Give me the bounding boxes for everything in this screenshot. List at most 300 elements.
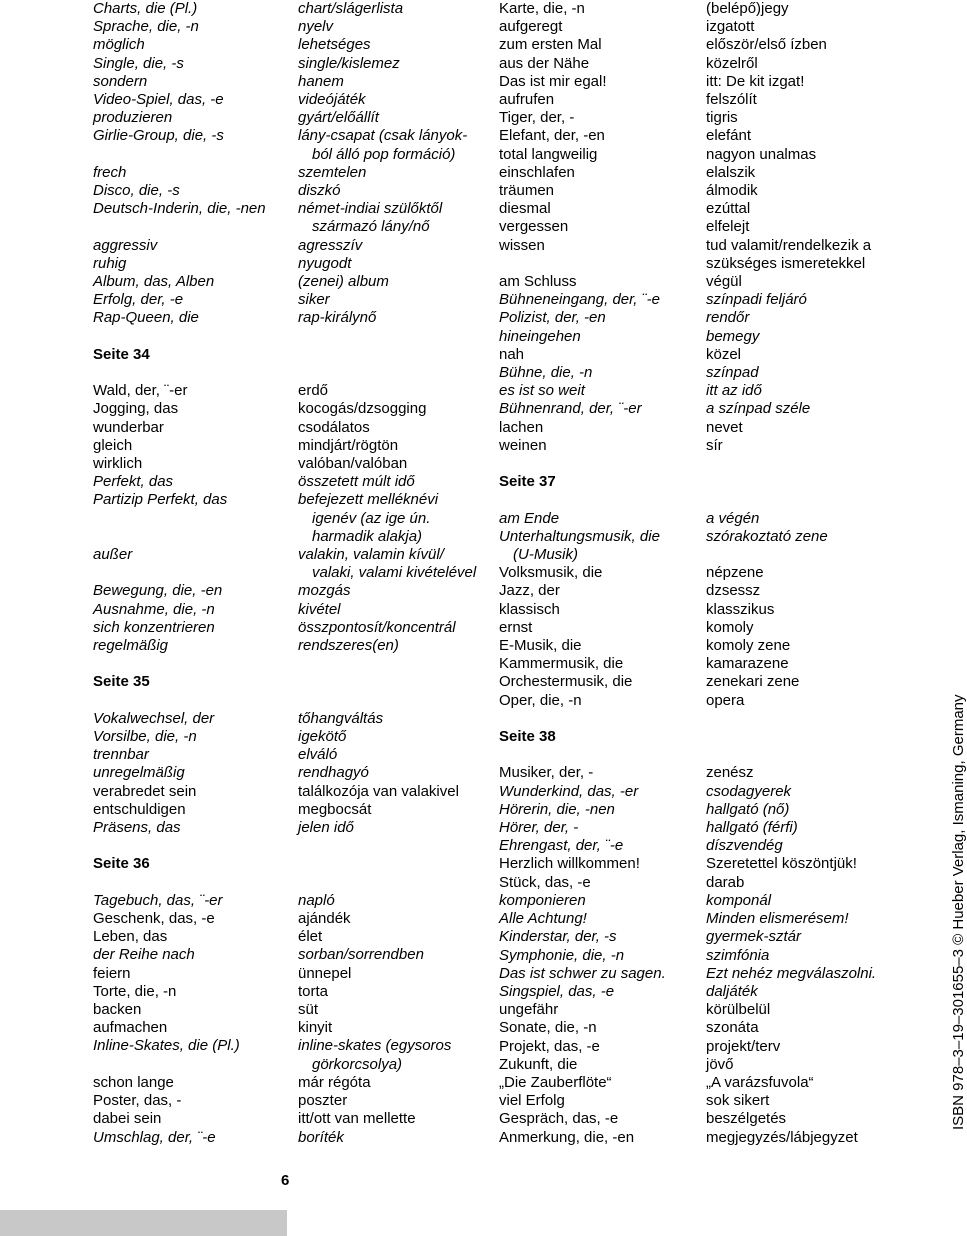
glossary-entry <box>499 510 929 528</box>
glossary-entry <box>93 1110 488 1128</box>
glossary-entry <box>93 73 488 91</box>
german-term: hineingehen <box>499 327 581 345</box>
hungarian-translation: szükséges ismeretekkel <box>706 254 866 272</box>
hungarian-translation: ezúttal <box>706 200 751 218</box>
hungarian-translation: klasszikus <box>706 600 775 618</box>
german-term: diesmal <box>499 200 551 218</box>
hungarian-translation: álmodik <box>706 182 758 200</box>
german-term: Sonate, die, -n <box>499 1019 597 1037</box>
glossary-entry <box>499 1110 929 1128</box>
spacer <box>93 655 488 673</box>
glossary-entry-continuation <box>93 1056 488 1074</box>
german-term: weinen <box>499 436 547 454</box>
hungarian-translation: sorban/sorrendben <box>298 946 424 964</box>
glossary-entry <box>93 127 488 145</box>
hungarian-translation: tud valamit/rendelkezik a <box>706 236 872 254</box>
glossary-entry <box>499 182 929 200</box>
german-term: Bühnenrand, der, ¨-er <box>499 400 642 418</box>
hungarian-translation: valakin, valamin kívül/ <box>298 546 444 564</box>
glossary-entry <box>93 255 488 273</box>
glossary-entry <box>499 764 929 782</box>
glossary-entry <box>499 200 929 218</box>
german-term: Herzlich willkommen! <box>499 855 640 873</box>
german-term: Stück, das, -e <box>499 873 591 891</box>
glossary-entry <box>499 819 929 837</box>
glossary-entry <box>93 910 488 928</box>
glossary-entry <box>499 1038 929 1056</box>
hungarian-translation: színpadi feljáró <box>706 291 807 309</box>
hungarian-translation: lehetséges <box>298 36 371 54</box>
german-term: am Ende <box>499 509 560 527</box>
german-term: Bewegung, die, -en <box>93 582 223 600</box>
hungarian-translation: tigris <box>706 109 738 127</box>
hungarian-translation: projekt/terv <box>706 1037 781 1055</box>
german-term: zum ersten Mal <box>499 36 602 54</box>
page-number: 6 <box>281 1172 290 1189</box>
glossary-entry <box>499 874 929 892</box>
german-term: Erfolg, der, -e <box>93 291 184 309</box>
german-term: Karte, die, -n <box>499 0 585 17</box>
german-term: Poster, das, - <box>93 1092 182 1110</box>
glossary-entry <box>499 855 929 873</box>
german-term: ungefähr <box>499 1001 559 1019</box>
hungarian-translation: beszélgetés <box>706 1110 787 1128</box>
glossary-entry <box>499 146 929 164</box>
hungarian-translation: találkozója van valakivel <box>298 782 459 800</box>
hungarian-translation: sír <box>706 436 723 454</box>
german-term: Jogging, das <box>93 400 179 418</box>
german-term: Kinderstar, der, -s <box>499 928 617 946</box>
german-term: komponieren <box>499 891 586 909</box>
glossary-entry-continuation <box>93 564 488 582</box>
german-term: Album, das, Alben <box>93 273 215 291</box>
glossary-entry <box>499 0 929 18</box>
german-term: nah <box>499 345 525 363</box>
hungarian-translation: poszter <box>298 1092 348 1110</box>
hungarian-translation: zenekari zene <box>706 673 800 691</box>
german-term: trennbar <box>93 746 149 764</box>
german-term: es ist so weit <box>499 382 585 400</box>
german-term: Ehrengast, der, ¨-e <box>499 837 624 855</box>
hungarian-translation: lány-csapat (csak lányok- <box>298 127 468 145</box>
glossary-entry <box>93 55 488 73</box>
german-term: Polizist, der, -en <box>499 309 606 327</box>
hungarian-translation: erdő <box>298 382 329 400</box>
german-term: verabredet sein <box>93 782 197 800</box>
spacer <box>93 837 488 855</box>
hungarian-translation: jövő <box>706 1055 734 1073</box>
hungarian-translation: megbocsát <box>298 800 372 818</box>
german-term: „Die Zauberflöte“ <box>499 1073 612 1091</box>
glossary-entry <box>499 910 929 928</box>
german-term: total langweilig <box>499 145 598 163</box>
german-term: Hörerin, die, -nen <box>499 800 615 818</box>
german-term: Girlie-Group, die, -s <box>93 127 224 145</box>
glossary-entry <box>499 801 929 819</box>
section-heading: Seite 37 <box>499 473 556 491</box>
glossary-entry <box>93 764 488 782</box>
german-term: Volksmusik, die <box>499 564 603 582</box>
hungarian-translation: végül <box>706 273 742 291</box>
german-term: außer <box>93 546 133 564</box>
hungarian-translation: görkorcsolya) <box>312 1055 403 1073</box>
german-term: Torte, die, -n <box>93 982 177 1000</box>
hungarian-translation: rendszeres(en) <box>298 637 399 655</box>
hungarian-translation: chart/slágerlista <box>298 0 404 17</box>
german-term: Inline-Skates, die (Pl.) <box>93 1037 240 1055</box>
hungarian-translation: először/első ízben <box>706 36 827 54</box>
hungarian-translation: ajándék <box>298 910 351 928</box>
glossary-entry <box>499 309 929 327</box>
german-term: sondern <box>93 72 148 90</box>
german-term: Partizip Perfekt, das <box>93 491 228 509</box>
glossary-entry <box>93 1019 488 1037</box>
glossary-entry <box>499 419 929 437</box>
glossary-entry <box>93 928 488 946</box>
spacer <box>499 710 929 728</box>
german-term: lachen <box>499 418 544 436</box>
glossary-entry <box>93 109 488 127</box>
german-term: Leben, das <box>93 928 168 946</box>
glossary-entry <box>93 965 488 983</box>
hungarian-translation: single/kislemez <box>298 54 400 72</box>
hungarian-translation: díszvendég <box>706 837 783 855</box>
glossary-entry <box>499 218 929 236</box>
hungarian-translation: népzene <box>706 564 764 582</box>
glossary-entry <box>499 346 929 364</box>
glossary-entry <box>93 582 488 600</box>
german-term: Wunderkind, das, -er <box>499 782 639 800</box>
glossary-entry <box>93 164 488 182</box>
hungarian-translation: zenész <box>706 764 754 782</box>
glossary-entry <box>499 637 929 655</box>
german-term: wunderbar <box>93 418 164 436</box>
german-term: Ausnahme, die, -n <box>93 600 215 618</box>
german-term: ruhig <box>93 254 127 272</box>
glossary-entry <box>93 801 488 819</box>
hungarian-translation: kamarazene <box>706 655 789 673</box>
glossary-entry <box>93 546 488 564</box>
hungarian-translation: származó lány/nő <box>312 218 430 236</box>
glossary-entry <box>93 619 488 637</box>
german-term: Oper, die, -n <box>499 691 582 709</box>
section-heading: Seite 34 <box>93 345 150 363</box>
german-term: frech <box>93 163 127 181</box>
german-term: Gespräch, das, -e <box>499 1110 619 1128</box>
glossary-entry <box>499 601 929 619</box>
glossary-entry <box>93 783 488 801</box>
german-term: träumen <box>499 182 555 200</box>
hungarian-translation: kocogás/dzsogging <box>298 400 427 418</box>
glossary-entry <box>93 382 488 400</box>
glossary-entry <box>499 291 929 309</box>
glossary-entry <box>499 528 929 546</box>
glossary-entry <box>93 437 488 455</box>
hungarian-translation: sok sikert <box>706 1092 770 1110</box>
section-heading: Seite 35 <box>93 673 150 691</box>
german-term: möglich <box>93 36 145 54</box>
hungarian-translation: (belépő)jegy <box>706 0 789 17</box>
german-term: wissen <box>499 236 545 254</box>
hungarian-translation: hanem <box>298 72 344 90</box>
glossary-entry <box>499 18 929 36</box>
hungarian-translation: rendhagyó <box>298 764 369 782</box>
hungarian-translation: szonáta <box>706 1019 759 1037</box>
glossary-entry <box>93 601 488 619</box>
german-term: unregelmäßig <box>93 764 185 782</box>
german-term: aufmachen <box>93 1019 168 1037</box>
glossary-entry <box>93 182 488 200</box>
hungarian-translation: közelről <box>706 54 758 72</box>
glossary-entry <box>93 455 488 473</box>
german-term: Hörer, der, - <box>499 819 579 837</box>
hungarian-translation: opera <box>706 691 745 709</box>
german-term: E-Musik, die <box>499 637 582 655</box>
hungarian-translation: ból álló pop formáció) <box>312 145 456 163</box>
glossary-entry-continuation <box>93 510 488 528</box>
glossary-entry <box>93 473 488 491</box>
german-term: Geschenk, das, -e <box>93 910 215 928</box>
german-term: Unterhaltungsmusik, die <box>499 527 660 545</box>
glossary-entry <box>499 947 929 965</box>
hungarian-translation: „A varázsfuvola“ <box>706 1073 814 1091</box>
hungarian-translation: harmadik alakja) <box>312 527 423 545</box>
german-term: wirklich <box>93 455 143 473</box>
hungarian-translation: hallgató (férfi) <box>706 819 798 837</box>
german-term: Musiker, der, - <box>499 764 594 782</box>
glossary-entry-continuation <box>93 528 488 546</box>
glossary-entry <box>499 1001 929 1019</box>
german-term: Umschlag, der, ¨-e <box>93 1128 216 1146</box>
glossary-entry <box>499 237 929 255</box>
hungarian-translation: Szeretettel köszöntjük! <box>706 855 857 873</box>
hungarian-translation: szimfónia <box>706 946 770 964</box>
glossary-entry <box>499 328 929 346</box>
glossary-entry <box>93 309 488 327</box>
german-term: Vokalwechsel, der <box>93 709 215 727</box>
hungarian-translation: befejezett melléknévi <box>298 491 439 509</box>
hungarian-translation: nyelv <box>298 18 334 36</box>
german-term: Singspiel, das, -e <box>499 982 615 1000</box>
hungarian-translation: közel <box>706 345 742 363</box>
german-term: entschuldigen <box>93 800 186 818</box>
german-term: Anmerkung, die, -en <box>499 1128 635 1146</box>
german-term: Das ist schwer zu sagen. <box>499 964 666 982</box>
hungarian-translation: kinyit <box>298 1019 333 1037</box>
german-term: Orchestermusik, die <box>499 673 633 691</box>
german-term: Deutsch-Inderin, die, -nen <box>93 200 266 218</box>
hungarian-translation: Minden elismerésem! <box>706 910 849 928</box>
german-term: Das ist mir egal! <box>499 72 607 90</box>
hungarian-translation: elváló <box>298 746 338 764</box>
glossary-entry <box>93 400 488 418</box>
hungarian-translation: komoly zene <box>706 637 791 655</box>
hungarian-translation: mozgás <box>298 582 351 600</box>
glossary-entry <box>499 892 929 910</box>
german-term: Vorsilbe, die, -n <box>93 728 197 746</box>
hungarian-translation: gyárt/előállít <box>298 109 379 127</box>
glossary-entry <box>93 1037 488 1055</box>
hungarian-translation: siker <box>298 291 330 309</box>
hungarian-translation: komoly <box>706 618 754 636</box>
hungarian-translation: valaki, valami kivételével <box>312 564 477 582</box>
hungarian-translation: daljáték <box>706 982 758 1000</box>
glossary-entry <box>499 400 929 418</box>
hungarian-translation: csodálatos <box>298 418 370 436</box>
hungarian-translation: megjegyzés/lábjegyzet <box>706 1128 858 1146</box>
hungarian-translation: nevet <box>706 418 743 436</box>
german-term: Perfekt, das <box>93 473 174 491</box>
glossary-entry <box>93 273 488 291</box>
hungarian-translation: szórakoztató zene <box>706 527 828 545</box>
hungarian-translation: színpad <box>706 364 759 382</box>
glossary-entry <box>499 673 929 691</box>
glossary-entry <box>499 783 929 801</box>
hungarian-translation: nagyon unalmas <box>706 145 817 163</box>
glossary-entry <box>93 892 488 910</box>
glossary-entry <box>499 692 929 710</box>
hungarian-translation: már régóta <box>298 1073 371 1091</box>
glossary-entry <box>499 73 929 91</box>
glossary-entry <box>499 928 929 946</box>
hungarian-translation: izgatott <box>706 18 755 36</box>
hungarian-translation: a végén <box>706 509 760 527</box>
hungarian-translation: nyugodt <box>298 254 352 272</box>
glossary-entry <box>499 364 929 382</box>
hungarian-translation: a színpad széle <box>706 400 811 418</box>
german-term: Rap-Queen, die <box>93 309 199 327</box>
glossary-entry <box>499 109 929 127</box>
glossary-entry <box>499 382 929 400</box>
german-term: Tiger, der, - <box>499 109 575 127</box>
german-term: vergessen <box>499 218 569 236</box>
glossary-entry <box>499 91 929 109</box>
glossary-entry <box>93 0 488 18</box>
glossary-entry <box>93 491 488 509</box>
hungarian-translation: felszólít <box>706 91 757 109</box>
german-term: aggressiv <box>93 236 158 254</box>
hungarian-translation: itt: De kit izgat! <box>706 72 805 90</box>
glossary-entry <box>93 419 488 437</box>
glossary-entry-continuation <box>93 218 488 236</box>
german-term: (U-Musik) <box>513 546 578 564</box>
section-heading: Seite 38 <box>499 728 556 746</box>
hungarian-translation: itt/ott van mellette <box>298 1110 416 1128</box>
german-term: Jazz, der <box>499 582 560 600</box>
german-term: ernst <box>499 618 533 636</box>
glossary-entry <box>93 237 488 255</box>
glossary-entry <box>93 983 488 1001</box>
hungarian-translation: itt az idő <box>706 382 762 400</box>
glossary-entry <box>499 655 929 673</box>
hungarian-translation: hallgató (nő) <box>706 800 790 818</box>
glossary-entry <box>499 1056 929 1074</box>
glossary-entry <box>93 1001 488 1019</box>
glossary-entry <box>93 946 488 964</box>
german-term: aus der Nähe <box>499 54 590 72</box>
glossary-entry <box>499 127 929 145</box>
glossary-right-column <box>499 0 929 1147</box>
glossary-entry <box>93 91 488 109</box>
section-heading: Seite 36 <box>93 855 150 873</box>
glossary-entry <box>93 291 488 309</box>
hungarian-translation: torta <box>298 982 329 1000</box>
german-term: Elefant, der, -en <box>499 127 605 145</box>
glossary-entry <box>499 564 929 582</box>
german-term: am Schluss <box>499 273 577 291</box>
german-term: regelmäßig <box>93 637 169 655</box>
german-term: Single, die, -s <box>93 54 184 72</box>
hungarian-translation: jelen idő <box>298 819 354 837</box>
glossary-entry <box>499 983 929 1001</box>
german-term: Zukunft, die <box>499 1055 578 1073</box>
footer-bar <box>0 1210 287 1236</box>
hungarian-translation: valóban/valóban <box>298 455 408 473</box>
hungarian-translation: videójáték <box>298 91 366 109</box>
german-term: dabei sein <box>93 1110 162 1128</box>
glossary-entry <box>499 273 929 291</box>
hungarian-translation: diszkó <box>298 182 341 200</box>
glossary-entry <box>93 200 488 218</box>
german-term: Bühneneingang, der, ¨-e <box>499 291 660 309</box>
german-term: gleich <box>93 436 133 454</box>
glossary-left-column <box>93 0 488 1147</box>
glossary-entry <box>499 619 929 637</box>
german-term: feiern <box>93 964 131 982</box>
german-term: aufgeregt <box>499 18 563 36</box>
hungarian-translation: rap-királynő <box>298 309 377 327</box>
hungarian-translation: napló <box>298 891 335 909</box>
hungarian-translation: agresszív <box>298 236 363 254</box>
glossary-entry <box>93 36 488 54</box>
german-term: der Reihe nach <box>93 946 195 964</box>
german-term: Disco, die, -s <box>93 182 180 200</box>
german-term: aufrufen <box>499 91 555 109</box>
german-term: Präsens, das <box>93 819 181 837</box>
hungarian-translation: darab <box>706 873 745 891</box>
hungarian-translation: süt <box>298 1001 319 1019</box>
german-term: Kammermusik, die <box>499 655 624 673</box>
hungarian-translation: igekötő <box>298 728 347 746</box>
hungarian-translation: szemtelen <box>298 163 367 181</box>
hungarian-translation: boríték <box>298 1128 344 1146</box>
german-term: sich konzentrieren <box>93 618 215 636</box>
german-term: backen <box>93 1001 142 1019</box>
glossary-entry <box>499 55 929 73</box>
hungarian-translation: összetett múlt idő <box>298 473 415 491</box>
glossary-entry <box>499 1092 929 1110</box>
glossary-entry <box>499 582 929 600</box>
hungarian-translation: inline-skates (egysoros <box>298 1037 452 1055</box>
german-term: produzieren <box>93 109 173 127</box>
glossary-entry <box>499 965 929 983</box>
german-term: Bühne, die, -n <box>499 364 593 382</box>
hungarian-translation: igenév (az ige ún. <box>312 509 431 527</box>
hungarian-translation: (zenei) album <box>298 273 389 291</box>
hungarian-translation: komponál <box>706 891 772 909</box>
glossary-entry <box>93 728 488 746</box>
glossary-entry <box>499 164 929 182</box>
glossary-entry-continuation <box>499 255 929 273</box>
german-term: einschlafen <box>499 163 575 181</box>
hungarian-translation: elalszik <box>706 163 756 181</box>
glossary-entry <box>499 837 929 855</box>
glossary-entry <box>93 637 488 655</box>
german-term: Tagebuch, das, ¨-er <box>93 891 223 909</box>
german-term: viel Erfolg <box>499 1092 565 1110</box>
hungarian-translation: kivétel <box>298 600 341 618</box>
glossary-entry <box>499 437 929 455</box>
